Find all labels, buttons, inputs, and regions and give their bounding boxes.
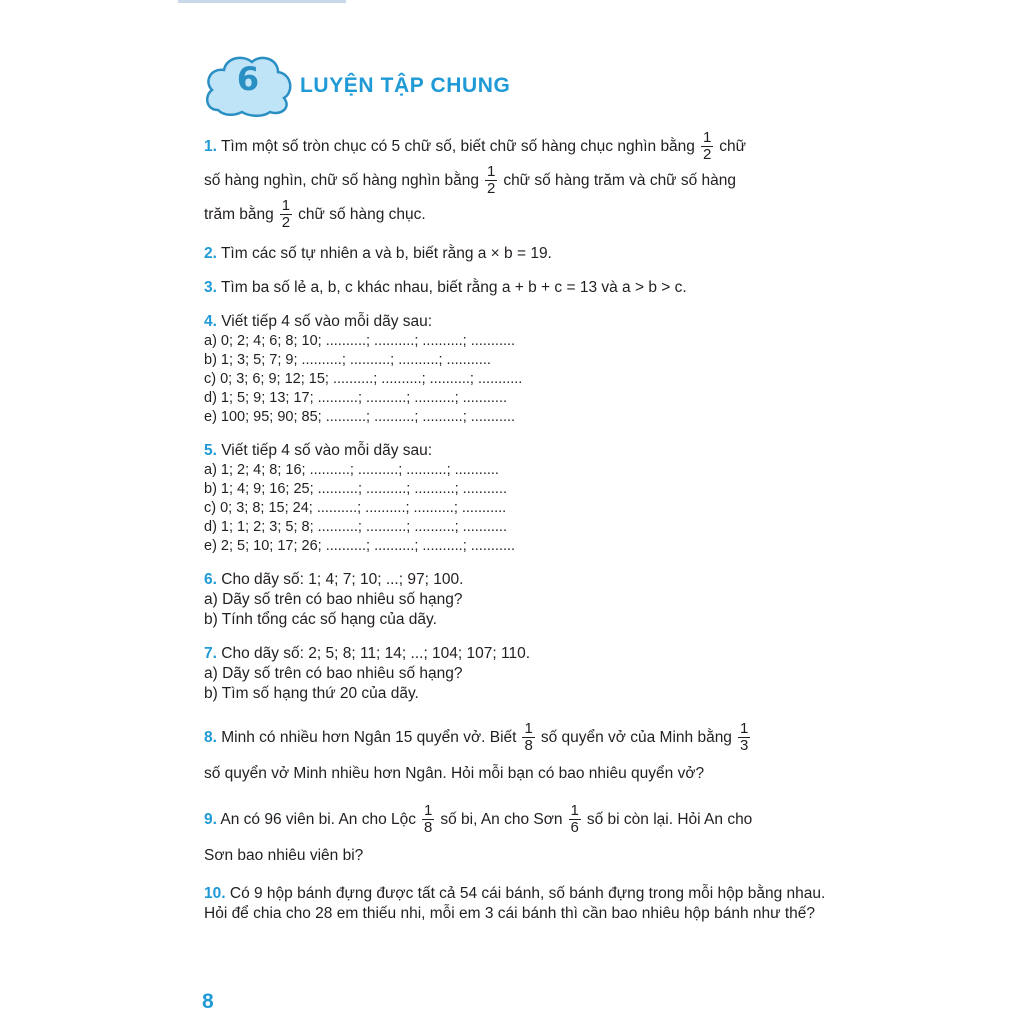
problem-text: Minh có nhiều hơn Ngân 15 quyển vở. Biết bbox=[221, 729, 517, 746]
problem-2 bbox=[204, 244, 844, 264]
fraction-one-third: $\frac{1}{3}$ bbox=[739, 720, 749, 755]
problem-number: 8. bbox=[204, 729, 217, 746]
fraction-one-half: $\frac{1}{2}$ bbox=[486, 163, 496, 198]
problem-number: 2. bbox=[204, 245, 217, 262]
problem-text: trăm bằng bbox=[204, 206, 274, 223]
page-title: LUYỆN TẬP CHUNG bbox=[300, 74, 511, 97]
problem-number: 4. bbox=[204, 313, 217, 330]
problem-text: Tìm ba số lẻ a, b, c khác nhau, biết rằng a + b + c = 13 và a > b > c. bbox=[220, 279, 687, 296]
page-number: 8 bbox=[202, 990, 214, 1013]
sequence-line: d) 1; 1; 2; 3; 5; 8; ..........; ..........; ..........; ........... bbox=[204, 519, 507, 535]
problem-text: Tìm một số tròn chục có 5 chữ số, biết chữ số hàng chục nghìn bằng bbox=[220, 138, 695, 155]
sequence-line: e) 100; 95; 90; 85; ..........; ..........; ..........; ........... bbox=[204, 409, 516, 425]
fraction-one-half: $\frac{1}{2}$ bbox=[281, 197, 291, 232]
top-rule bbox=[178, 0, 346, 3]
chapter-number: 6 bbox=[236, 60, 260, 98]
section-header bbox=[202, 52, 622, 126]
problem-text: Có 9 hộp bánh đựng được tất cả 54 cái bánh, số bánh đựng trong mỗi hộp bằng nhau. Hỏi để chia cho 28 em thiếu nhi, mỗi em 3 cái bánh thì cần bao nhiêu hộp bánh như thế? bbox=[204, 885, 826, 922]
problem-text: chữ số hàng trăm và chữ số hàng bbox=[503, 172, 737, 189]
problem-text: số bi, An cho Sơn bbox=[440, 811, 563, 828]
problem-text: chữ bbox=[719, 138, 747, 155]
problem-text: Cho dãy số: 1; 4; 7; 10; ...; 97; 100. bbox=[221, 571, 464, 588]
sequence-line: a) 1; 2; 4; 8; 16; ..........; ..........; ..........; ........... bbox=[204, 462, 499, 478]
problem-text: số quyển vở của Minh bằng bbox=[540, 729, 732, 746]
problem-text: Viết tiếp 4 số vào mỗi dãy sau: bbox=[221, 313, 433, 330]
sub-question-a: a) Dãy số trên có bao nhiêu số hạng? bbox=[204, 591, 463, 608]
problem-number: 5. bbox=[204, 442, 217, 459]
exercise-list bbox=[204, 130, 844, 924]
problem-5 bbox=[204, 441, 844, 556]
sequence-line: c) 0; 3; 6; 9; 12; 15; ..........; ..........; ..........; ........... bbox=[204, 371, 523, 387]
sequence-line: d) 1; 5; 9; 13; 17; ..........; ..........; ..........; ........... bbox=[204, 390, 507, 406]
sequence-line: c) 0; 3; 8; 15; 24; ..........; ..........; ..........; ........... bbox=[204, 500, 507, 516]
sub-question-b: b) Tính tổng các số hạng của dãy. bbox=[204, 611, 437, 628]
problem-number: 9. bbox=[204, 811, 217, 828]
problem-number: 1. bbox=[204, 138, 217, 155]
problem-text: Cho dãy số: 2; 5; 8; 11; 14; ...; 104; 107; 110. bbox=[221, 645, 531, 662]
problem-text: Tìm các số tự nhiên a và b, biết rằng a × b = 19. bbox=[220, 245, 552, 262]
sequence-line: b) 1; 4; 9; 16; 25; ..........; ..........; ..........; ........... bbox=[204, 481, 507, 497]
fraction-one-eighth: $\frac{1}{8}$ bbox=[524, 720, 533, 755]
problem-number: 3. bbox=[204, 279, 217, 296]
problem-text: số bi còn lại. Hỏi An cho bbox=[586, 811, 753, 828]
fraction-one-sixth: $\frac{1}{6}$ bbox=[570, 802, 579, 837]
problem-number: 6. bbox=[204, 571, 217, 588]
problem-text: chữ số hàng chục. bbox=[298, 206, 426, 223]
sequence-line: e) 2; 5; 10; 17; 26; ..........; ..........; ..........; ........... bbox=[204, 538, 516, 554]
problem-7 bbox=[204, 644, 844, 704]
problem-10 bbox=[204, 884, 844, 924]
problem-text: An có 96 viên bi. An cho Lộc bbox=[220, 811, 416, 828]
sub-question-a: a) Dãy số trên có bao nhiêu số hạng? bbox=[204, 665, 463, 682]
problem-8 bbox=[204, 720, 844, 792]
problem-number: 7. bbox=[204, 645, 217, 662]
fraction-one-half: $\frac{1}{2}$ bbox=[702, 129, 712, 164]
problem-9 bbox=[204, 802, 844, 874]
problem-text: Viết tiếp 4 số vào mỗi dãy sau: bbox=[221, 442, 433, 459]
problem-text: số quyển vở Minh nhiều hơn Ngân. Hỏi mỗi bạn có bao nhiêu quyển vở? bbox=[204, 765, 705, 782]
sequence-line: b) 1; 3; 5; 7; 9; ..........; ..........; ..........; ........... bbox=[204, 352, 491, 368]
problem-text: số hàng nghìn, chữ số hàng nghìn bằng bbox=[204, 172, 479, 189]
problem-1 bbox=[204, 130, 844, 232]
problem-text: Sơn bao nhiêu viên bi? bbox=[204, 847, 364, 864]
problem-number: 10. bbox=[204, 885, 226, 902]
sub-question-b: b) Tìm số hạng thứ 20 của dãy. bbox=[204, 685, 419, 702]
sequence-line: a) 0; 2; 4; 6; 8; 10; ..........; ..........; ..........; ........... bbox=[204, 333, 516, 349]
problem-4 bbox=[204, 312, 844, 427]
problem-3 bbox=[204, 278, 844, 298]
fraction-one-eighth: $\frac{1}{8}$ bbox=[424, 802, 433, 837]
problem-6 bbox=[204, 570, 844, 630]
